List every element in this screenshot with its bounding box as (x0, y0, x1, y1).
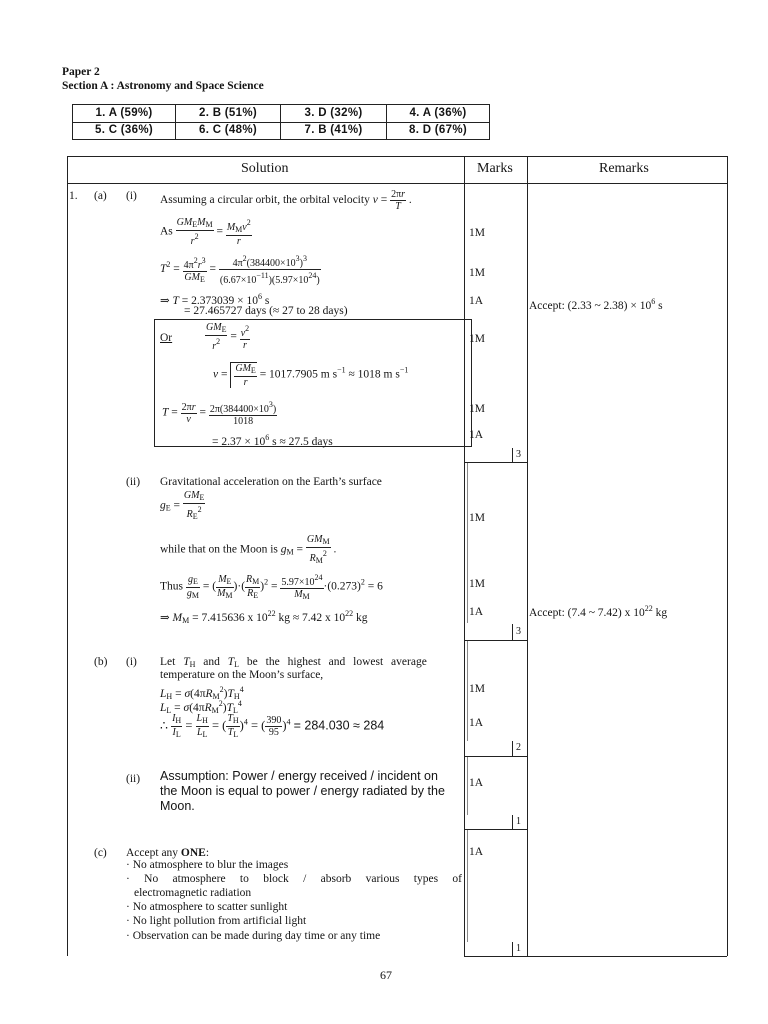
header-remarks: Remarks (599, 161, 649, 176)
mcq-answer-table (72, 104, 490, 140)
section-title: Section A : Astronomy and Space Science (62, 80, 264, 92)
mcq-cell: 6. C (48%) (199, 124, 257, 136)
mcq-cell: 8. D (67%) (409, 124, 467, 136)
mcq-cell: 4. A (36%) (409, 107, 467, 119)
mcq-cell: 3. D (32%) (304, 107, 363, 119)
header-marks: Marks (477, 161, 513, 176)
mcq-cell: 5. C (36%) (95, 124, 153, 136)
mcq-cell: 2. B (51%) (199, 107, 257, 119)
mcq-cell: 7. B (41%) (304, 124, 363, 136)
page-number: 67 (380, 968, 392, 982)
header-solution: Solution (241, 161, 289, 176)
paper-title: Paper 2 (62, 66, 100, 78)
mcq-cell: 1. A (59%) (95, 107, 153, 119)
